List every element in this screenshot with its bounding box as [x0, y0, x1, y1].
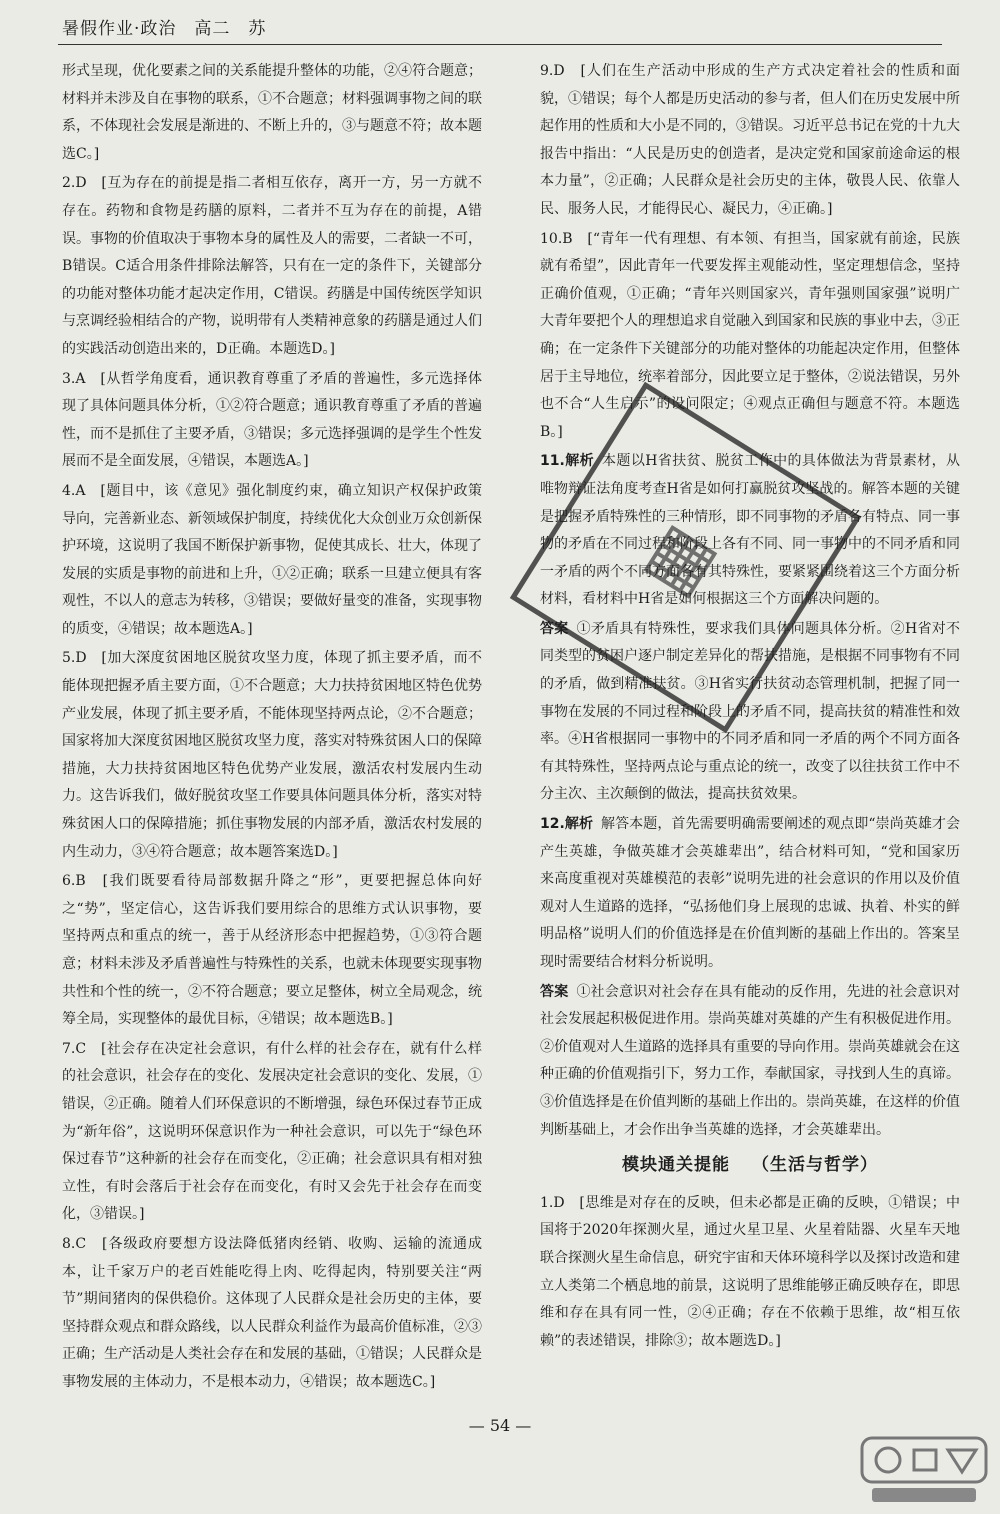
header-divider [58, 44, 942, 45]
answer-block [540, 616, 960, 809]
site-watermark-logo [858, 1432, 990, 1508]
answer-label: 答案 [540, 620, 569, 637]
answer-item: 7.C [社会存在决定社会意识，有什么样的社会存在，就有什么样的社会意识，社会存在的变化、发展决定社会意识的变化、发展，①错误，②正确。随着人们环保意识的不断增强，绿色环保过春节正成为“新年俗”，这说明环保意识作为一种社会意识，可以先于“绿色环保过春节”这种新的社会存在而变化，②正确；社会意识具有相对独立性，有时会落后于社会存在而变化，有时又会先于社会存在而变化，③错误。] [62, 1040, 482, 1223]
analysis-text: 本题以H省扶贫、脱贫工作中的具体做法为背景素材，从唯物辩证法角度考查H省是如何打赢脱贫攻坚战的。解答本题的关键是把握矛盾特殊性的三种情形，即不同事物的矛盾各有特点、同一事物的矛盾在不同过程和阶段上各有不同、同一事物中的不同矛盾和同一矛盾的两个不同方面各有其特殊性，要紧紧围绕着这三个方面分析材料，看材料中H省是如何根据这三个方面解决问题的。 [540, 453, 960, 608]
section-subtitle: （生活与哲学） [752, 1155, 878, 1176]
answer-item: 3.A [从哲学角度看，通识教育尊重了矛盾的普遍性，多元选择体现了具体问题具体分析，①②符合题意；通识教育尊重了矛盾的普遍性，而不是抓住了主要矛盾，③错误；多元选择强调的是学生个性发展而不是全面发展，④错误，本题选A。] [62, 370, 482, 470]
analysis-label: 12.解析 [540, 816, 594, 833]
answer-item: 形式呈现，优化要素之间的关系能提升整体的功能，②④符合题意；材料并未涉及自在事物的联系，①不合题意；材料强调事物之间的联系，不体现社会发展是渐进的、不断上升的，③与题意不符；故本题选C。] [62, 63, 482, 162]
right-column [540, 58, 960, 1357]
left-column [62, 58, 482, 1399]
analysis-item [540, 811, 960, 977]
answer-label: 答案 [540, 983, 569, 1000]
answer-block [540, 979, 960, 1145]
answer-item: 6.B [我们既要看待局部数据升降之“形”，更要把握总体向好之“势”，坚定信心，这告诉我们要用综合的思维方式认识事物，要坚持两点和重点的统一，善于从经济形态中把握趋势，①③符合题意；材料未涉及矛盾普遍性与特殊性的关系，也就未体现要实现事物共性和个性的统一，②不符合题意；要立足整体，树立全局观念，统筹全局，实现整体的最优目标，④错误；故本题选B。] [62, 873, 482, 1028]
answer-item: 8.C [各级政府要想方设法降低猪肉经销、收购、运输的流通成本，让千家万户的老百姓能吃得上肉、吃得起肉，特别要关注“两节”期间猪肉的保供稳价。这体现了人民群众是社会历史的主体，要坚持群众观点和群众路线，以人民群众利益作为最高价值标准，②③正确；生产活动是人类社会存在和发展的基础，①错误；人民群众是事物发展的主体动力，不是根本动力，④错误；故本题选C。] [62, 1235, 482, 1390]
answer-item: 1.D [思维是对存在的反映，但未必都是正确的反映，①错误；中国将于2020年探测火星，通过火星卫星、火星着陆器、火星车天地联合探测火星生命信息，研究宇宙和天体环境科学以及探讨改造和建立人类第二个栖息地的前景，这说明了思维能够正确反映存在，即思维和存在具有同一性，②④正确；存在不依赖于思维，故“相互依赖”的表述错误，排除③；故本题选D。] [540, 1194, 960, 1349]
answer-item: 5.D [加大深度贫困地区脱贫攻坚力度，体现了抓主要矛盾，而不能体现把握矛盾主要方面，①不合题意；大力扶持贫困地区特色优势产业发展，体现了抓主要矛盾，不能体现坚持两点论，②不合题意；国家将加大深度贫困地区脱贫攻坚力度，落实对特殊贫困人口的保障措施，大力扶持贫困地区特色优势产业发展，激活农村发展内生动力。这告诉我们，做好脱贫攻坚工作要具体问题具体分析，落实对特殊贫困人口的保障措施；抓住事物发展的内部矛盾，激活农村发展的内生动力，③④符合题意；故本题答案选D。] [62, 650, 482, 860]
section-title: 模块通关提能 [622, 1155, 730, 1176]
page-number: — 54 — [468, 1416, 532, 1435]
page-header: 暑假作业·政治 高二 苏 [62, 19, 267, 39]
answer-item: 10.B [“青年一代有理想、有本领、有担当，国家就有前途，民族就有希望”，因此青年一代要发挥主观能动性，坚定理想信念，坚持正确价值观，①正确；“青年兴则国家兴，青年强则国家强”说明广大青年要把个人的理想追求自觉融入到国家和民族的事业中去，③正确；在一定条件下关键部分的功能对整体的功能起决定作用，但整体居于主导地位，统率着部分，因此要立足于整体，②说法错误，另外也不合“人生启示”的设问限定；④观点正确但与题意不符。本题选B。] [540, 230, 960, 440]
section-heading [540, 1152, 960, 1180]
analysis-item [540, 448, 960, 614]
answer-text: ①矛盾具有特殊性，要求我们具体问题具体分析。②H省对不同类型的贫困户逐户制定差异化的帮扶措施，是根据不同事物有不同的矛盾，做到精准扶贫。③H省实行扶贫动态管理机制，把握了同一事物在发展的不同过程和阶段上的矛盾不同，提高扶贫的精准性和效率。④H省根据同一事物中的不同矛盾和同一矛盾的两个不同方面各有其特殊性，坚持两点论与重点论的统一，改变了以往扶贫工作中不分主次、主次颠倒的做法，提高扶贫效果。 [540, 620, 960, 803]
analysis-text: 解答本题，首先需要明确需要阐述的观点即“崇尚英雄才会产生英雄，争做英雄才会英雄辈出”，结合材料可知，“党和国家历来高度重视对英雄模范的表彰”说明先进的社会意识的作用以及价值观对人生道路的选择，“弘扬他们身上展现的忠诚、执着、朴实的鲜明品格”说明人们的价值选择是在价值判断的基础上作出的。答案呈现时需要结合材料分析说明。 [540, 816, 961, 970]
analysis-label: 11.解析 [540, 453, 595, 470]
answer-item: 4.A [题目中，该《意见》强化制度约束，确立知识产权保护政策导向，完善新业态、新领域保护制度，持续优化大众创业万众创新保护环境，这说明了我国不断保护新事物，促使其成长、壮大，体现了发展的实质是事物的前进和上升，①②正确；联系一旦建立便具有客观性，不以人的意志为转移，③错误；要做好量变的准备，实现事物的质变，④错误；故本题选A。] [62, 482, 482, 637]
answer-text: ①社会意识对社会存在具有能动的反作用，先进的社会意识对社会发展起积极促进作用。崇尚英雄对英雄的产生有积极促进作用。②价值观对人生道路的选择具有重要的导向作用。崇尚英雄就会在这种正确的价值观指引下，努力工作，奉献国家，寻找到人生的真谛。③价值选择是在价值判断的基础上作出的。崇尚英雄，在这样的价值判断基础上，才会作出争当英雄的选择，才会英雄辈出。 [540, 983, 961, 1138]
answer-item: 2.D [互为存在的前提是指二者相互依存，离开一方，另一方就不存在。药物和食物是药膳的原料，二者并不互为存在的前提，A错误。事物的价值取决于事物本身的属性及人的需要，二者缺一不可，B错误。C适合用条件排除法解答，只有在一定的条件下，关键部分的功能对整体功能才起决定作用，C错误。药膳是中国传统医学知识与烹调经验相结合的产物，说明带有人类精神意象的药膳是通过人们的实践活动创造出来的，D正确。本题选D。] [62, 175, 482, 357]
stamp-graphic: ▦ [634, 504, 737, 611]
answer-item: 9.D [人们在生产活动中形成的生产方式决定着社会的性质和面貌，①错误；每个人都是历史活动的参与者，但人们在历史发展中所起作用的性质和大小是不同的，③错误。习近平总书记在党的十九大报告中指出：“人民是历史的创造者，是决定党和国家前途命运的根本力量”，②正确；人民群众是社会历史的主体，敬畏人民、依靠人民、服务人民，才能得民心、凝民力，④正确。] [540, 63, 960, 217]
